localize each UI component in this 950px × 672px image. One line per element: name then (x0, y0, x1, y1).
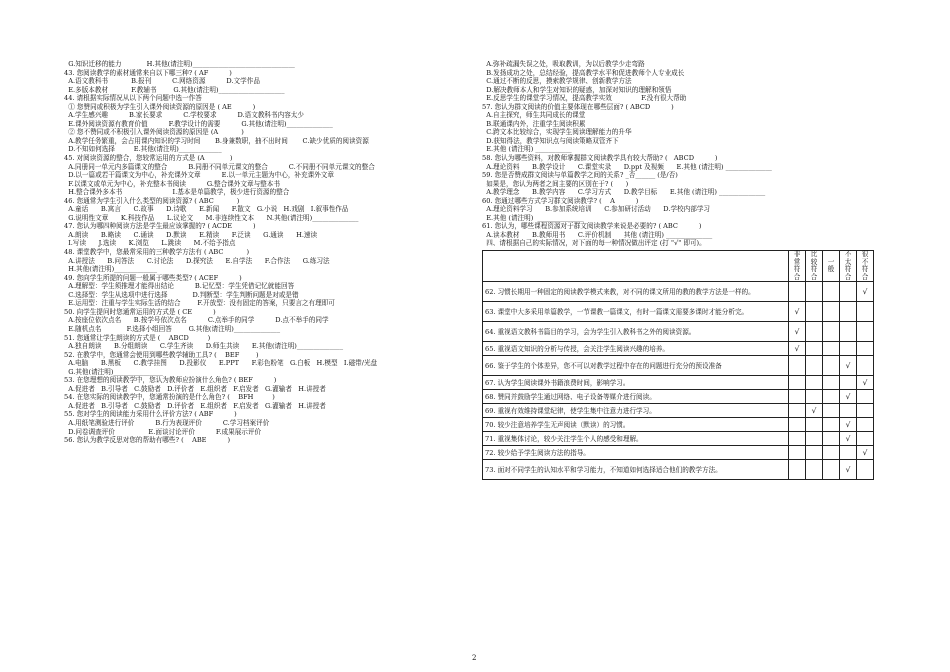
text-line: E.反思学生的课堂学习情况，提高教学实效 F.没有很大帮助 (482, 94, 687, 103)
rating-cell (806, 390, 823, 404)
text-line: A.学生感兴趣 B.家长要求 C.学校要求 D.语文教科书内容太少 (64, 111, 304, 120)
text-line: D.获知得法，教学知识点与阅读策略双管齐下 (482, 136, 619, 145)
rating-cell (857, 390, 874, 404)
text-line: 58. 您认为哪些资料，对教师掌握群文阅读教学具有较大帮助? ( ABCD ) (482, 154, 718, 163)
rating-cell (789, 446, 806, 460)
text-line: 60. 您通过哪些方式学习群文阅读教学? ( A ) (482, 196, 639, 205)
text-line: A.理论资料 B.教学设计 C.课堂实录 D.ppt 及视频 E.其他 (请注明) ______________ (482, 162, 772, 171)
rating-cell (823, 418, 840, 432)
page-number: 2 (472, 654, 477, 662)
text-line: A.读本教材 B.教师用书 C.评价机制 其他 (请注明) ______________ (482, 230, 713, 239)
text-line: C.选择型：学生从选项中进行选择 D.判断型：学生判断问题是对或是错 (64, 290, 299, 299)
text-line: A.理解型：学生须推理才能得出结论 B.记忆型：学生凭借记忆就能回答 (64, 282, 295, 291)
text-line: 如果是，您认为两者之间主要的区别在于? ( ) (482, 179, 629, 188)
text-line: 61. 您认为，哪些课程资源对于群文阅读教学来说是必要的? ( ABC ) (482, 222, 702, 231)
rating-cell (840, 446, 857, 460)
rating-cell (840, 342, 857, 356)
check-mark-cell: √ (840, 390, 857, 404)
rating-header: 很不符合 (857, 251, 874, 282)
text-line: A.教学任务繁重，会占用课内知识的学习时间 B.身兼数职，抽不出时间 C.缺少优质的阅读资源 (64, 136, 369, 145)
right-question-text (482, 60, 874, 248)
text-line: G.说明性文章 K.科技作品 L.议论文 M.非连续性文本 N.其他(请注明)______________ (64, 213, 359, 222)
rating-cell (806, 432, 823, 446)
text-line: 57. 您认为群文阅读的价值主要体现在哪些层面? ( ABCD ) (482, 102, 674, 111)
check-mark-cell: √ (840, 460, 857, 480)
rating-header: 非常符合 (789, 251, 806, 282)
table-row (483, 322, 874, 342)
text-line: C.通过不断的反思，摸索教学规律、创新教学方法 (482, 77, 632, 86)
text-line: H.整合课外多本书 I.基本是单篇教学，极少进行资源的整合 (64, 188, 290, 197)
rating-cell (823, 322, 840, 342)
text-line: A.按座位依次点名 B.按学号依次点名 C.点举手的同学 D.点不举手的同学 (64, 316, 329, 325)
rating-cell (789, 460, 806, 480)
text-line: 47. 您认为哪四种阅读方法是学生最应该掌握的? ( ACDE ) (64, 222, 256, 231)
table-row (483, 282, 874, 302)
text-line: E.课外阅读资源有教育价值 F.教学设计的需要 G.其他(请注明)______________ (64, 119, 333, 128)
statement-cell: 64. 重视语文教科书篇目的学习，会为学生引入教科书之外的阅读资源。 (483, 322, 789, 342)
text-line: 43. 您阅读教学的素材通常来自以下哪三种? ( AF ) (64, 68, 232, 77)
rating-cell (823, 376, 840, 390)
text-line: A.电脑 B.黑板 C.教学挂图 D.投影仪 E.PPT F.彩色粉笔 G.白板 H.模型 I.磁带/光盘 (64, 359, 378, 368)
rating-cell (823, 446, 840, 460)
rating-cell (840, 404, 857, 418)
table-row (483, 356, 874, 376)
text-line: C.跨文本比较综合，实现学生阅读理解能力的升华 (482, 128, 632, 137)
rating-cell (840, 376, 857, 390)
rating-cell (823, 342, 840, 356)
text-line: D.以一篇或若干篇课文为中心，补充课外文章 E.以一单元主题为中心，补充课外文章 (64, 171, 334, 180)
statement-cell: 72. 较少给予学生阅读方法的指导。 (483, 446, 789, 460)
rating-cell (806, 302, 823, 322)
rating-cell (806, 418, 823, 432)
rating-cell (840, 322, 857, 342)
text-line: ① 您赞同或积极为学生引入课外阅读资源的原因是 ( AE ) (64, 102, 256, 111)
rating-table-header (483, 251, 874, 282)
check-mark-cell: √ (840, 418, 857, 432)
rating-cell (789, 390, 806, 404)
statement-cell: 68. 赞同并鼓励学生通过网络、电子设备等媒介进行阅读。 (483, 390, 789, 404)
text-line: 45. 对阅读资源的整合，您较常运用的方式是 (A ) (64, 154, 233, 163)
text-line: A.弥补疏漏失误之处，吸取教训，为以后教学少走弯路 (482, 60, 645, 68)
text-line: B.联通课内外，注重学生阅读积累 (482, 119, 586, 128)
statement-cell: 71. 重视集体讨论，较少关注学生个人的感受和理解。 (483, 432, 789, 446)
text-line: B.发扬成功之处，总结经验，提高教学水平和促进教师个人专业成长 (482, 68, 685, 77)
right-column (482, 60, 874, 480)
text-line: G.知识迁移的能力 H.其他(请注明)_______________________________ (64, 60, 295, 68)
rating-cell (789, 418, 806, 432)
rating-header: 一般 (823, 251, 840, 282)
check-mark-cell: √ (840, 432, 857, 446)
rating-cell (857, 460, 874, 480)
text-line: A.理论资料学习 B.参加系统培训 C.参加研讨活动 D.学校内部学习 (482, 205, 711, 214)
text-line: 54. 在您实际的阅读教学中，您通常扮演的是什么角色? ( BFH ) (64, 393, 275, 402)
table-row (483, 404, 874, 418)
left-column (64, 60, 468, 445)
text-line: 52. 在教学中，您通常会使用到哪些教学辅助工具? ( BEF ) (64, 350, 259, 359)
text-line: G.其他(请注明)_______________ (64, 367, 163, 376)
rating-cell (823, 302, 840, 322)
rating-cell (806, 322, 823, 342)
text-line: E.随机点名 F.选择小组回答 G.其他(请注明)______________ (64, 324, 280, 333)
check-mark-cell: √ (857, 376, 874, 390)
text-line: 56. 您认为教学反思对您的帮助有哪些? ( ABE ) (64, 436, 231, 445)
statement-cell: 65. 重视语文知识的分析与传授，会关注学生阅读兴趣的培养。 (483, 342, 789, 356)
table-row (483, 390, 874, 404)
rating-cell (823, 460, 840, 480)
check-mark-cell: √ (857, 446, 874, 460)
text-line: H.其他(请注明)_____________ (64, 265, 158, 274)
rating-cell (806, 282, 823, 302)
rating-cell (806, 342, 823, 356)
text-line: I.写读 J.选读 K.浏览 L.跳读 M.不给予指点 (64, 239, 236, 248)
text-line: 50. 向学生提问时您通常运用的方式是 ( CE ) (64, 307, 216, 316)
check-mark-cell: √ (840, 356, 857, 376)
rating-cell (823, 432, 840, 446)
text-line: 59. 您是否赞成群文阅读与单篇教学之间的关系? _否______ (是/否) (482, 171, 678, 180)
statement-cell: 73. 面对不同学生的认知水平和学习能力，不知道如何选择适合他们的教学方法。 (483, 460, 789, 480)
table-row (483, 460, 874, 480)
check-mark-cell: √ (789, 342, 806, 356)
text-line: E.运用型：注重与学生实际生活的结合 F.开放型：没有固定的答案，只要言之有理即可 (64, 299, 335, 308)
text-line: A.促进者 B.引导者 C.鼓励者 D.评价者 E.组织者 F.启发者 G.灌输者 H.讲授者 (64, 384, 326, 393)
statement-cell: 67. 认为学生阅读课外书籍浪费时间，影响学习。 (483, 376, 789, 390)
text-line: 49. 您向学生所提的问题一般属于哪些类型? ( ACEF ) (64, 273, 242, 282)
rating-cell (806, 460, 823, 480)
rating-header: 不太符合 (840, 251, 857, 282)
rating-cell (823, 282, 840, 302)
text-line: A.促进者 B.引导者 C.鼓励者 D.评价者 E.组织者 F.启发者 G.灌输者 H.讲授者 (64, 401, 326, 410)
rating-cell (857, 404, 874, 418)
statement-cell: 63. 课堂中大多采用单篇教学，一节课教一篇课文，有时一篇课文需要多课时才能分析完。 (483, 302, 789, 322)
text-line: D.解决教师本人和学生对知识的疑惑，加深对知识的理解和领悟 (482, 85, 672, 94)
statement-cell: 70. 较少注意培养学生无声阅读（默读）的习惯。 (483, 418, 789, 432)
text-line: D.问卷调查评价 E.面谈讨论评价 F.成果展示评价 (64, 427, 262, 436)
text-line: E.多版本教材 F.教辅书 G.其他(请注明)____________________ (64, 85, 285, 94)
text-line: F.以课文或单元为中心，补充整本书阅读 G.整合课外文章与整本书 (64, 179, 280, 188)
table-row (483, 376, 874, 390)
text-line: A.独自朗读 B.分组朗读 C.学生齐读 D.师生共读 E.其他(请注明)______________ (64, 342, 344, 351)
rating-cell (789, 432, 806, 446)
text-line: 48. 课堂教学中，您最常采用的三种教学方法有 ( ABC ) (64, 248, 250, 257)
rating-cell (789, 282, 806, 302)
statement-cell: 69. 重视有效维持课堂纪律，使学生集中注意力进行学习。 (483, 404, 789, 418)
text-line: A.同册同一单元内多篇课文的整合 B.同册不同单元课文的整合 C.不同册不同单元课文的整合 (64, 162, 375, 171)
rating-cell (857, 302, 874, 322)
text-line: A.语文教科书 B.报刊 C.网络资源 D.文学作品 (64, 77, 260, 86)
table-row (483, 446, 874, 460)
rating-cell (857, 418, 874, 432)
statement-cell: 62. 习惯长期用一种固定的阅读教学模式来教，对不同的课文所用的教的教学方法是一样的。 (483, 282, 789, 302)
rating-cell (823, 356, 840, 376)
table-row (483, 342, 874, 356)
text-line: A.自主探究，师生共同成长的课堂 (482, 111, 586, 120)
statement-cell: 66. 鉴于学生的个体差异，您不可以对教学过程中存在的问题进行充分的预设准备 (483, 356, 789, 376)
table-row (483, 418, 874, 432)
text-line: D.不知如何选择 E.其他(请注明)_____________ (64, 145, 222, 154)
rating-cell (840, 302, 857, 322)
check-mark-cell: √ (806, 404, 823, 418)
text-line: A.朗读 B.略读 C.诵读 D.默读 E.精读 F.泛读 G.通读 H.速读 (64, 230, 318, 239)
check-mark-cell: √ (789, 302, 806, 322)
text-line: A.讲授法 B.问答法 C.讨论法 D.探究法 E.自学法 F.合作法 G.练习法 (64, 256, 330, 265)
text-line: 55. 您对学生的阅读能力采用什么评价方法? ( ABF ) (64, 410, 237, 419)
check-mark-cell: √ (789, 322, 806, 342)
text-line: ② 您不赞同或不积极引入课外阅读资源的原因是 (A ) (64, 128, 244, 137)
rating-cell (823, 404, 840, 418)
table-row (483, 432, 874, 446)
rating-cell (806, 446, 823, 460)
rating-cell (857, 322, 874, 342)
rating-cell (857, 342, 874, 356)
rating-cell (857, 356, 874, 376)
rating-cell (806, 376, 823, 390)
rating-cell (789, 376, 806, 390)
rating-cell (789, 404, 806, 418)
rating-cell (823, 390, 840, 404)
text-line: 46. 您通常为学生引入什么类型的阅读资源? ( ABC ) (64, 196, 240, 205)
text-line: A.童话 B.寓言 C.故事 D.诗歌 E.新闻 F.散文 G.小说 H.戏剧 I.叙事性作品 (64, 205, 349, 214)
text-line: 53. 在您理想的阅读教学中，您认为教师应扮演什么角色? ( BEF ) (64, 376, 277, 385)
text-line: E.其他 (请注明) ___________ (482, 145, 572, 154)
rating-cell (840, 282, 857, 302)
rating-cell (857, 432, 874, 446)
text-line: E.其他 (请注明) ______________ (482, 213, 584, 222)
text-line: 44. 请根据实际情况从以下两个问题中选一作答 (64, 94, 202, 103)
text-line: A.教学理念 B.教学内容 C.学习方式 D.教学目标 E.其他 (请注明) ______________ (482, 188, 766, 197)
text-line: 四、请根据自己的实际情况，对下面的每一种情况做出评定 (打 "√" 即可)。 (482, 239, 706, 248)
check-mark-cell: √ (857, 282, 874, 302)
rating-cell (806, 356, 823, 376)
rating-cell (789, 356, 806, 376)
text-line: 51. 您通常让学生朗读的方式是 ( ABCD ) (64, 333, 211, 342)
rating-table (482, 250, 874, 480)
table-row (483, 302, 874, 322)
text-line: A.用纸笔测验进行评价 B.行为表现评价 C.学习档案评价 (64, 418, 270, 427)
statement-header (483, 251, 789, 282)
rating-header: 比较符合 (806, 251, 823, 282)
